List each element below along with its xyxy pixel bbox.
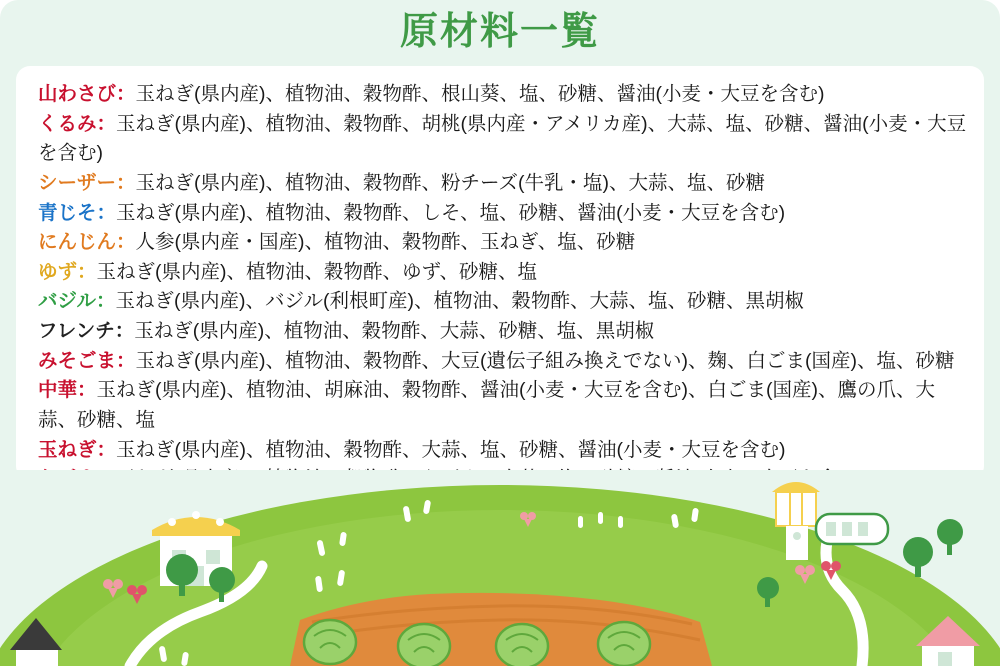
ingredient-text: 玉ねぎ(県内産)、植物油、穀物酢、大豆(遺伝子組み換えでない)、麹、白ごま(国産)、塩、砂糖 xyxy=(135,349,955,372)
village-field-illustration xyxy=(0,470,1000,666)
ingredient-text: 玉ねぎ(県内産)、植物油、穀物酢、粉チーズ(牛乳・塩)、大蒜、塩、砂糖 xyxy=(135,171,766,194)
separator: ： xyxy=(116,349,136,372)
ingredient-name: フレンチ xyxy=(38,320,115,342)
separator: ： xyxy=(114,320,135,342)
page-title: 原材料一覧 xyxy=(399,11,600,53)
separator: ： xyxy=(116,231,136,254)
list-item xyxy=(38,110,968,169)
ingredient-text: 人参(県内産・国産)、植物油、穀物酢、玉ねぎ、塩、砂糖 xyxy=(135,231,636,254)
ingredients-card xyxy=(16,66,984,480)
ingredient-text: 玉ねぎ(県内産)、植物油、穀物酢、ゆず、砂糖、塩 xyxy=(96,260,537,283)
separator: ： xyxy=(77,260,97,283)
list-item xyxy=(38,436,968,466)
list-item xyxy=(38,317,968,347)
list-item xyxy=(38,199,968,229)
ingredient-text: 玉ねぎ(県内産)、植物油、胡麻油、穀物酢、醤油(小麦・大豆を含む)、白ごま(国産)、鷹の爪、大蒜、砂糖、塩 xyxy=(38,379,935,431)
separator: ： xyxy=(77,379,97,402)
ingredient-text: 玉ねぎ(県内産)、植物油、穀物酢、根山葵、塩、砂糖、醤油(小麦・大豆を含む) xyxy=(135,83,825,105)
list-item xyxy=(38,258,968,288)
separator: ： xyxy=(96,112,117,135)
ingredient-name: 玉ねぎ xyxy=(38,438,97,461)
ingredient-text: 玉ねぎ(県内産)、バジル(利根町産)、植物油、穀物酢、大蒜、塩、砂糖、黒胡椒 xyxy=(115,290,805,313)
ingredient-name: くるみ xyxy=(38,112,97,135)
separator: ： xyxy=(116,171,136,194)
ingredient-name: 中華 xyxy=(38,379,78,402)
separator: ： xyxy=(96,290,116,313)
list-item xyxy=(38,287,968,317)
list-item xyxy=(38,228,968,258)
ingredients-list xyxy=(38,80,968,495)
ingredient-name: にんじん xyxy=(38,231,117,254)
list-item xyxy=(38,376,968,435)
separator: ： xyxy=(96,438,117,461)
ingredient-text: 玉ねぎ(県内産)、植物油、穀物酢、胡桃(県内産・アメリカ産)、大蒜、塩、砂糖、醤油(小麦・大豆を含む) xyxy=(38,112,967,165)
ingredient-name: みそごま xyxy=(38,349,117,372)
ingredient-text: 玉ねぎ(県内産)、植物油、穀物酢、大蒜、砂糖、塩、黒胡椒 xyxy=(134,320,655,342)
ingredient-text: 玉ねぎ(県内産)、植物油、穀物酢、しそ、塩、砂糖、醤油(小麦・大豆を含む) xyxy=(116,201,786,224)
ingredient-name: バジル xyxy=(38,290,97,313)
ingredient-name: 青じそ xyxy=(38,201,97,224)
list-item xyxy=(38,347,968,377)
list-item xyxy=(38,80,968,110)
separator: ： xyxy=(96,201,117,224)
list-item xyxy=(38,169,968,199)
ingredient-text: 玉ねぎ(県内産)、植物油、穀物酢、大蒜、塩、砂糖、醤油(小麦・大豆を含む) xyxy=(116,438,786,461)
illustration-svg xyxy=(0,470,1000,666)
ingredient-name: シーザー xyxy=(38,171,117,194)
ingredient-name: 山わさび xyxy=(38,83,117,105)
ingredient-name: ゆず xyxy=(38,260,78,283)
separator: ： xyxy=(116,83,136,105)
